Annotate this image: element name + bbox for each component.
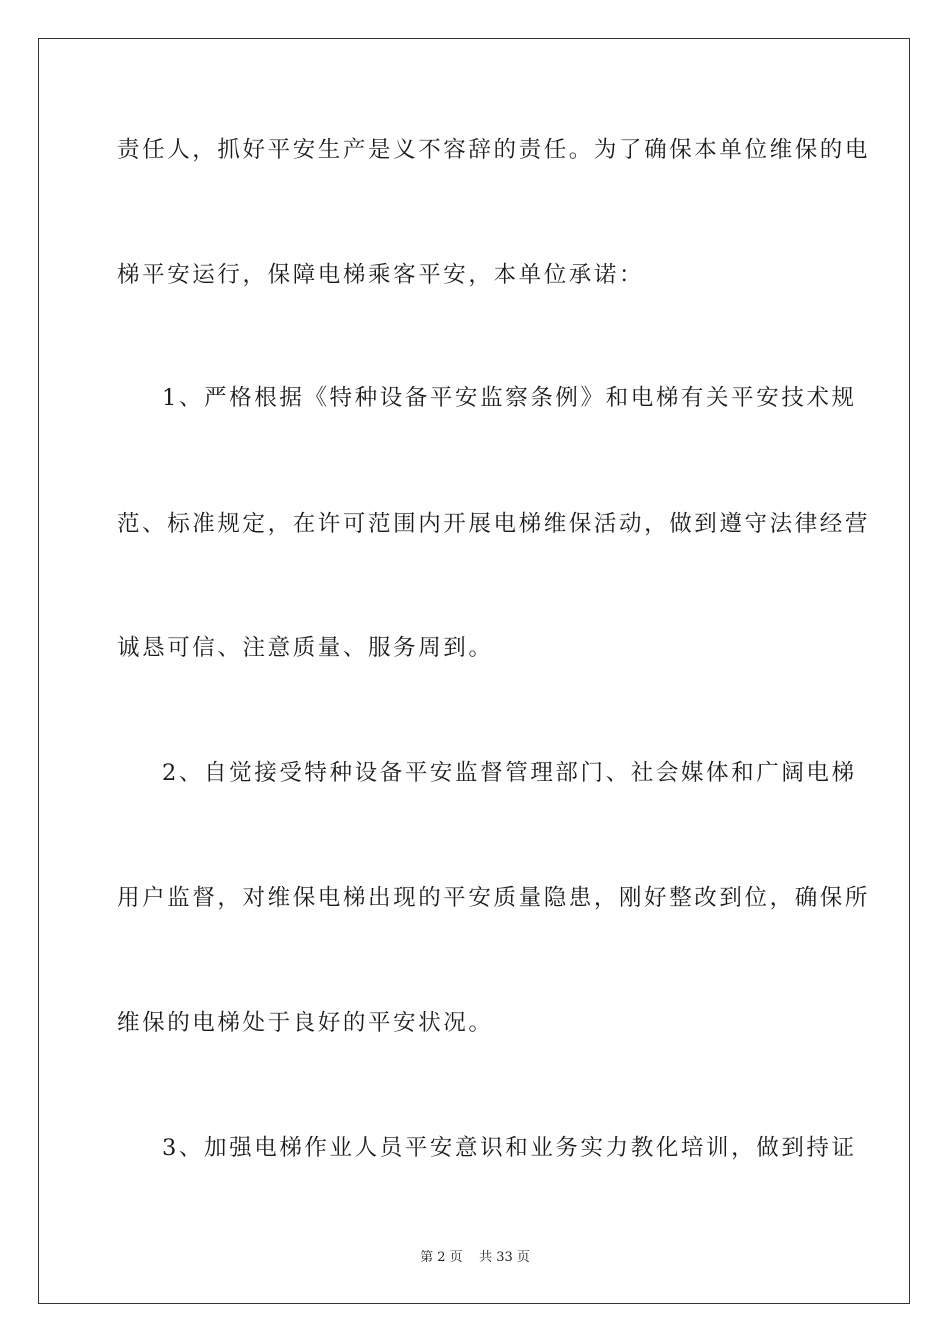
text-line: 责任人，抓好平安生产是义不容辞的责任。为了确保本单位维保的电 <box>117 137 871 163</box>
page-number-footer: 第 2 页 共 33 页 <box>420 1250 530 1265</box>
text-line: 维保的电梯处于良好的平安状况。 <box>117 1010 494 1036</box>
text-line: 梯平安运行，保障电梯乘客平安，本单位承诺： <box>117 262 645 288</box>
paragraph-3-start: 3、加强电梯作业人员平安意识和业务实力教化培训，做到持证 <box>162 1135 857 1161</box>
text-line: 用户监督，对维保电梯出现的平安质量隐患，刚好整改到位，确保所 <box>117 885 871 911</box>
page-border <box>38 38 910 1304</box>
paragraph-2-start: 2、自觉接受特种设备平安监督管理部门、社会媒体和广阔电梯 <box>162 760 857 786</box>
paragraph-1-start: 1、严格根据《特种设备平安监察条例》和电梯有关平安技术规 <box>162 385 857 411</box>
text-line: 诚恳可信、注意质量、服务周到。 <box>117 635 494 661</box>
text-line: 范、标准规定，在许可范围内开展电梯维保活动，做到遵守法律经营 <box>117 511 871 537</box>
